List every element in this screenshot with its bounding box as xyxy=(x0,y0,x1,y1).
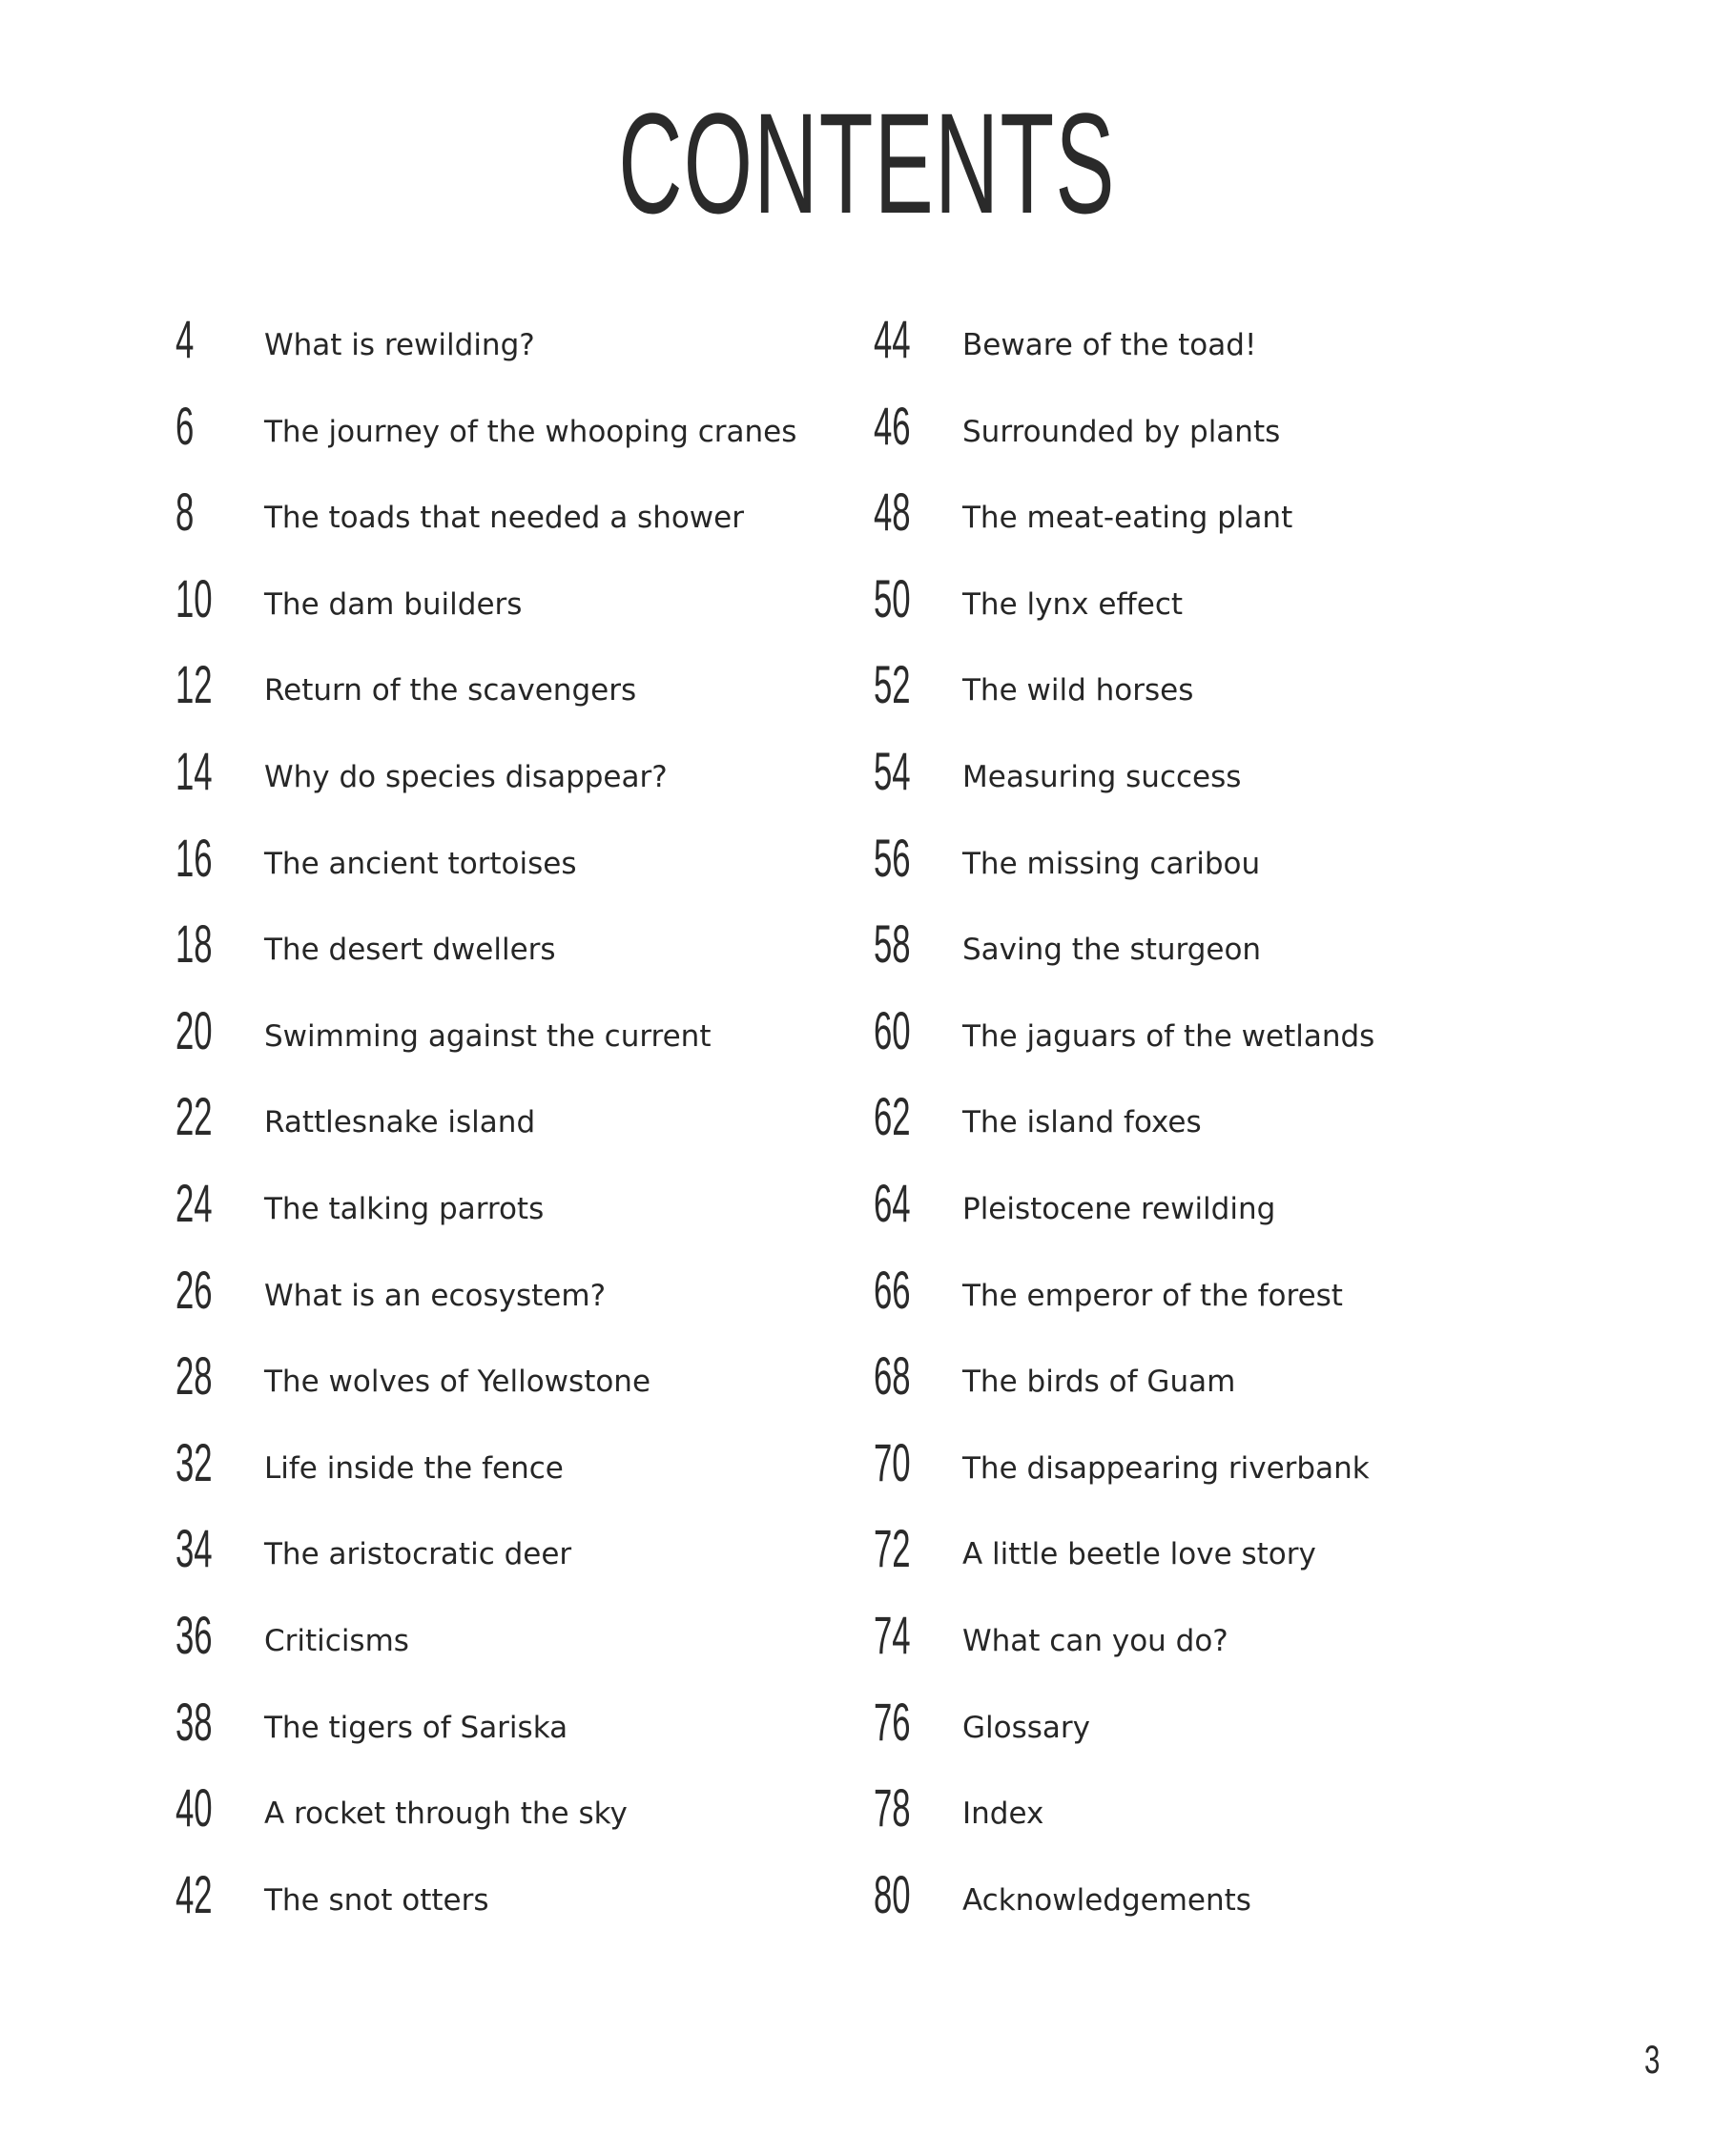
toc-entry[interactable] xyxy=(175,568,939,655)
toc-entry[interactable] xyxy=(175,1345,939,1432)
toc-page-number: 50 xyxy=(874,567,911,628)
toc-page-number: 46 xyxy=(874,395,911,456)
toc-entry-title: The birds of Guam xyxy=(962,1365,1236,1400)
toc-page-number: 6 xyxy=(175,395,195,456)
toc-entry-title: Beware of the toad! xyxy=(962,328,1257,362)
toc-page-number: 42 xyxy=(175,1863,213,1924)
toc-entry-title: A rocket through the sky xyxy=(264,1797,628,1832)
toc-page-number: 48 xyxy=(874,482,911,543)
toc-entry[interactable] xyxy=(874,1000,1637,1087)
toc-page-number: 28 xyxy=(175,1345,213,1407)
toc-entry-title: Measuring success xyxy=(962,759,1242,794)
toc-entry[interactable] xyxy=(175,1518,939,1605)
toc-page-number: 32 xyxy=(175,1431,213,1492)
toc-entry-title: Surrounded by plants xyxy=(962,414,1281,449)
toc-page-number: 74 xyxy=(874,1604,911,1665)
toc-entry-title: Glossary xyxy=(962,1710,1090,1745)
toc-entry-title: The toads that needed a shower xyxy=(264,501,744,536)
toc-entry[interactable] xyxy=(874,828,1637,914)
toc-page-number: 68 xyxy=(874,1345,911,1407)
toc-entry-title: The dam builders xyxy=(264,586,523,622)
toc-page-number: 80 xyxy=(874,1863,911,1924)
toc-entry-title: A little beetle love story xyxy=(962,1537,1316,1572)
toc-entry[interactable] xyxy=(874,654,1637,741)
toc-page-number: 16 xyxy=(175,827,213,888)
toc-entry-title: Pleistocene rewilding xyxy=(962,1191,1276,1226)
toc-entry-title: What is rewilding? xyxy=(264,328,535,362)
toc-page-number: 18 xyxy=(175,914,213,975)
toc-entry-title: What can you do? xyxy=(962,1623,1228,1658)
toc-page-number: 40 xyxy=(175,1777,213,1838)
toc-entry-title: The wolves of Yellowstone xyxy=(264,1365,651,1400)
toc-entry[interactable] xyxy=(874,1518,1637,1605)
toc-entry[interactable] xyxy=(874,482,1637,568)
toc-entry-title: Saving the sturgeon xyxy=(962,933,1262,968)
toc-page-number: 14 xyxy=(175,740,213,801)
toc-entry[interactable] xyxy=(175,654,939,741)
toc-entry[interactable] xyxy=(874,1692,1637,1778)
toc-entry-title: The wild horses xyxy=(962,673,1194,708)
page-number: 3 xyxy=(1643,2037,1660,2082)
toc-entry-title: Why do species disappear? xyxy=(264,759,668,794)
toc-page-number: 60 xyxy=(874,999,911,1060)
toc-entry[interactable] xyxy=(175,482,939,568)
toc-entry-title: Rattlesnake island xyxy=(264,1105,536,1140)
toc-entry[interactable] xyxy=(175,396,939,483)
toc-entry[interactable] xyxy=(874,396,1637,483)
toc-entry-title: The island foxes xyxy=(962,1105,1202,1140)
toc-entry-title: Return of the scavengers xyxy=(264,673,637,708)
toc-entry[interactable] xyxy=(175,828,939,914)
toc-entry[interactable] xyxy=(175,1432,939,1519)
toc-entry[interactable] xyxy=(175,741,939,828)
toc-page-number: 70 xyxy=(874,1431,911,1492)
toc-page-number: 66 xyxy=(874,1259,911,1320)
toc-entry-title: The missing caribou xyxy=(962,846,1261,881)
toc-entry-title: The emperor of the forest xyxy=(962,1278,1343,1313)
toc-entry[interactable] xyxy=(874,914,1637,1000)
toc-entry[interactable] xyxy=(874,1173,1637,1260)
toc-page-number: 22 xyxy=(175,1086,213,1147)
toc-entry-title: The aristocratic deer xyxy=(264,1537,572,1572)
toc-page-number: 78 xyxy=(874,1777,911,1838)
toc-entry[interactable] xyxy=(175,1173,939,1260)
toc-entry-title: The tigers of Sariska xyxy=(264,1710,568,1745)
toc-entry[interactable] xyxy=(874,741,1637,828)
toc-entry-title: The talking parrots xyxy=(264,1191,545,1226)
toc-page-number: 76 xyxy=(874,1691,911,1752)
toc-entry-title: The disappearing riverbank xyxy=(962,1450,1370,1486)
toc-entry[interactable] xyxy=(175,309,939,396)
toc-entry[interactable] xyxy=(874,309,1637,396)
toc-page-number: 58 xyxy=(874,914,911,975)
toc-entry[interactable] xyxy=(175,1777,939,1864)
toc-page-number: 34 xyxy=(175,1518,213,1579)
toc-entry[interactable] xyxy=(874,1086,1637,1173)
toc-page-number: 36 xyxy=(175,1604,213,1665)
toc-page-number: 54 xyxy=(874,740,911,801)
toc-entry[interactable] xyxy=(874,1432,1637,1519)
toc-entry[interactable] xyxy=(175,1864,939,1951)
toc-page-number: 20 xyxy=(175,999,213,1060)
toc-entry[interactable] xyxy=(874,1605,1637,1692)
toc-entry-title: Index xyxy=(962,1797,1044,1832)
toc-entry[interactable] xyxy=(175,1260,939,1346)
toc-page-number: 8 xyxy=(175,482,195,543)
toc-entry-title: The jaguars of the wetlands xyxy=(962,1018,1375,1054)
toc-page-number: 12 xyxy=(175,654,213,715)
toc-entry-title: The journey of the whooping cranes xyxy=(264,414,797,449)
toc-entry-title: The desert dwellers xyxy=(264,933,556,968)
toc-page-number: 62 xyxy=(874,1086,911,1147)
toc-entry-title: Acknowledgements xyxy=(962,1882,1251,1918)
toc-entry-title: The meat-eating plant xyxy=(962,501,1293,536)
toc-left-column xyxy=(175,309,939,1950)
toc-entry-title: What is an ecosystem? xyxy=(264,1278,607,1313)
toc-page-number: 44 xyxy=(874,309,911,369)
toc-entry-title: Swimming against the current xyxy=(264,1018,712,1054)
toc-entry[interactable] xyxy=(175,1605,939,1692)
toc-entry[interactable] xyxy=(874,1260,1637,1346)
toc-entry[interactable] xyxy=(874,1864,1637,1951)
toc-entry[interactable] xyxy=(175,914,939,1000)
toc-page-number: 4 xyxy=(175,309,195,369)
toc-entry-title: Life inside the fence xyxy=(264,1450,564,1486)
toc-entry-title: The lynx effect xyxy=(962,586,1184,622)
toc-page-number: 24 xyxy=(175,1172,213,1233)
toc-entry-title: The snot otters xyxy=(264,1882,489,1918)
toc-page-number: 72 xyxy=(874,1518,911,1579)
toc-entry[interactable] xyxy=(175,1000,939,1087)
toc-entry[interactable] xyxy=(874,1777,1637,1864)
toc-entry-title: The ancient tortoises xyxy=(264,846,577,881)
toc-entry[interactable] xyxy=(874,568,1637,655)
toc-page-number: 64 xyxy=(874,1172,911,1233)
toc-page-number: 38 xyxy=(175,1691,213,1752)
toc-page-number: 10 xyxy=(175,567,213,628)
toc-page-number: 52 xyxy=(874,654,911,715)
toc-entry[interactable] xyxy=(175,1692,939,1778)
toc-entry-title: Criticisms xyxy=(264,1623,409,1658)
toc-page-number: 26 xyxy=(175,1259,213,1320)
toc-page-number: 56 xyxy=(874,827,911,888)
toc-entry[interactable] xyxy=(874,1345,1637,1432)
page-title: CONTENTS xyxy=(618,83,1116,243)
toc-entry[interactable] xyxy=(175,1086,939,1173)
toc-right-column xyxy=(874,309,1637,1950)
